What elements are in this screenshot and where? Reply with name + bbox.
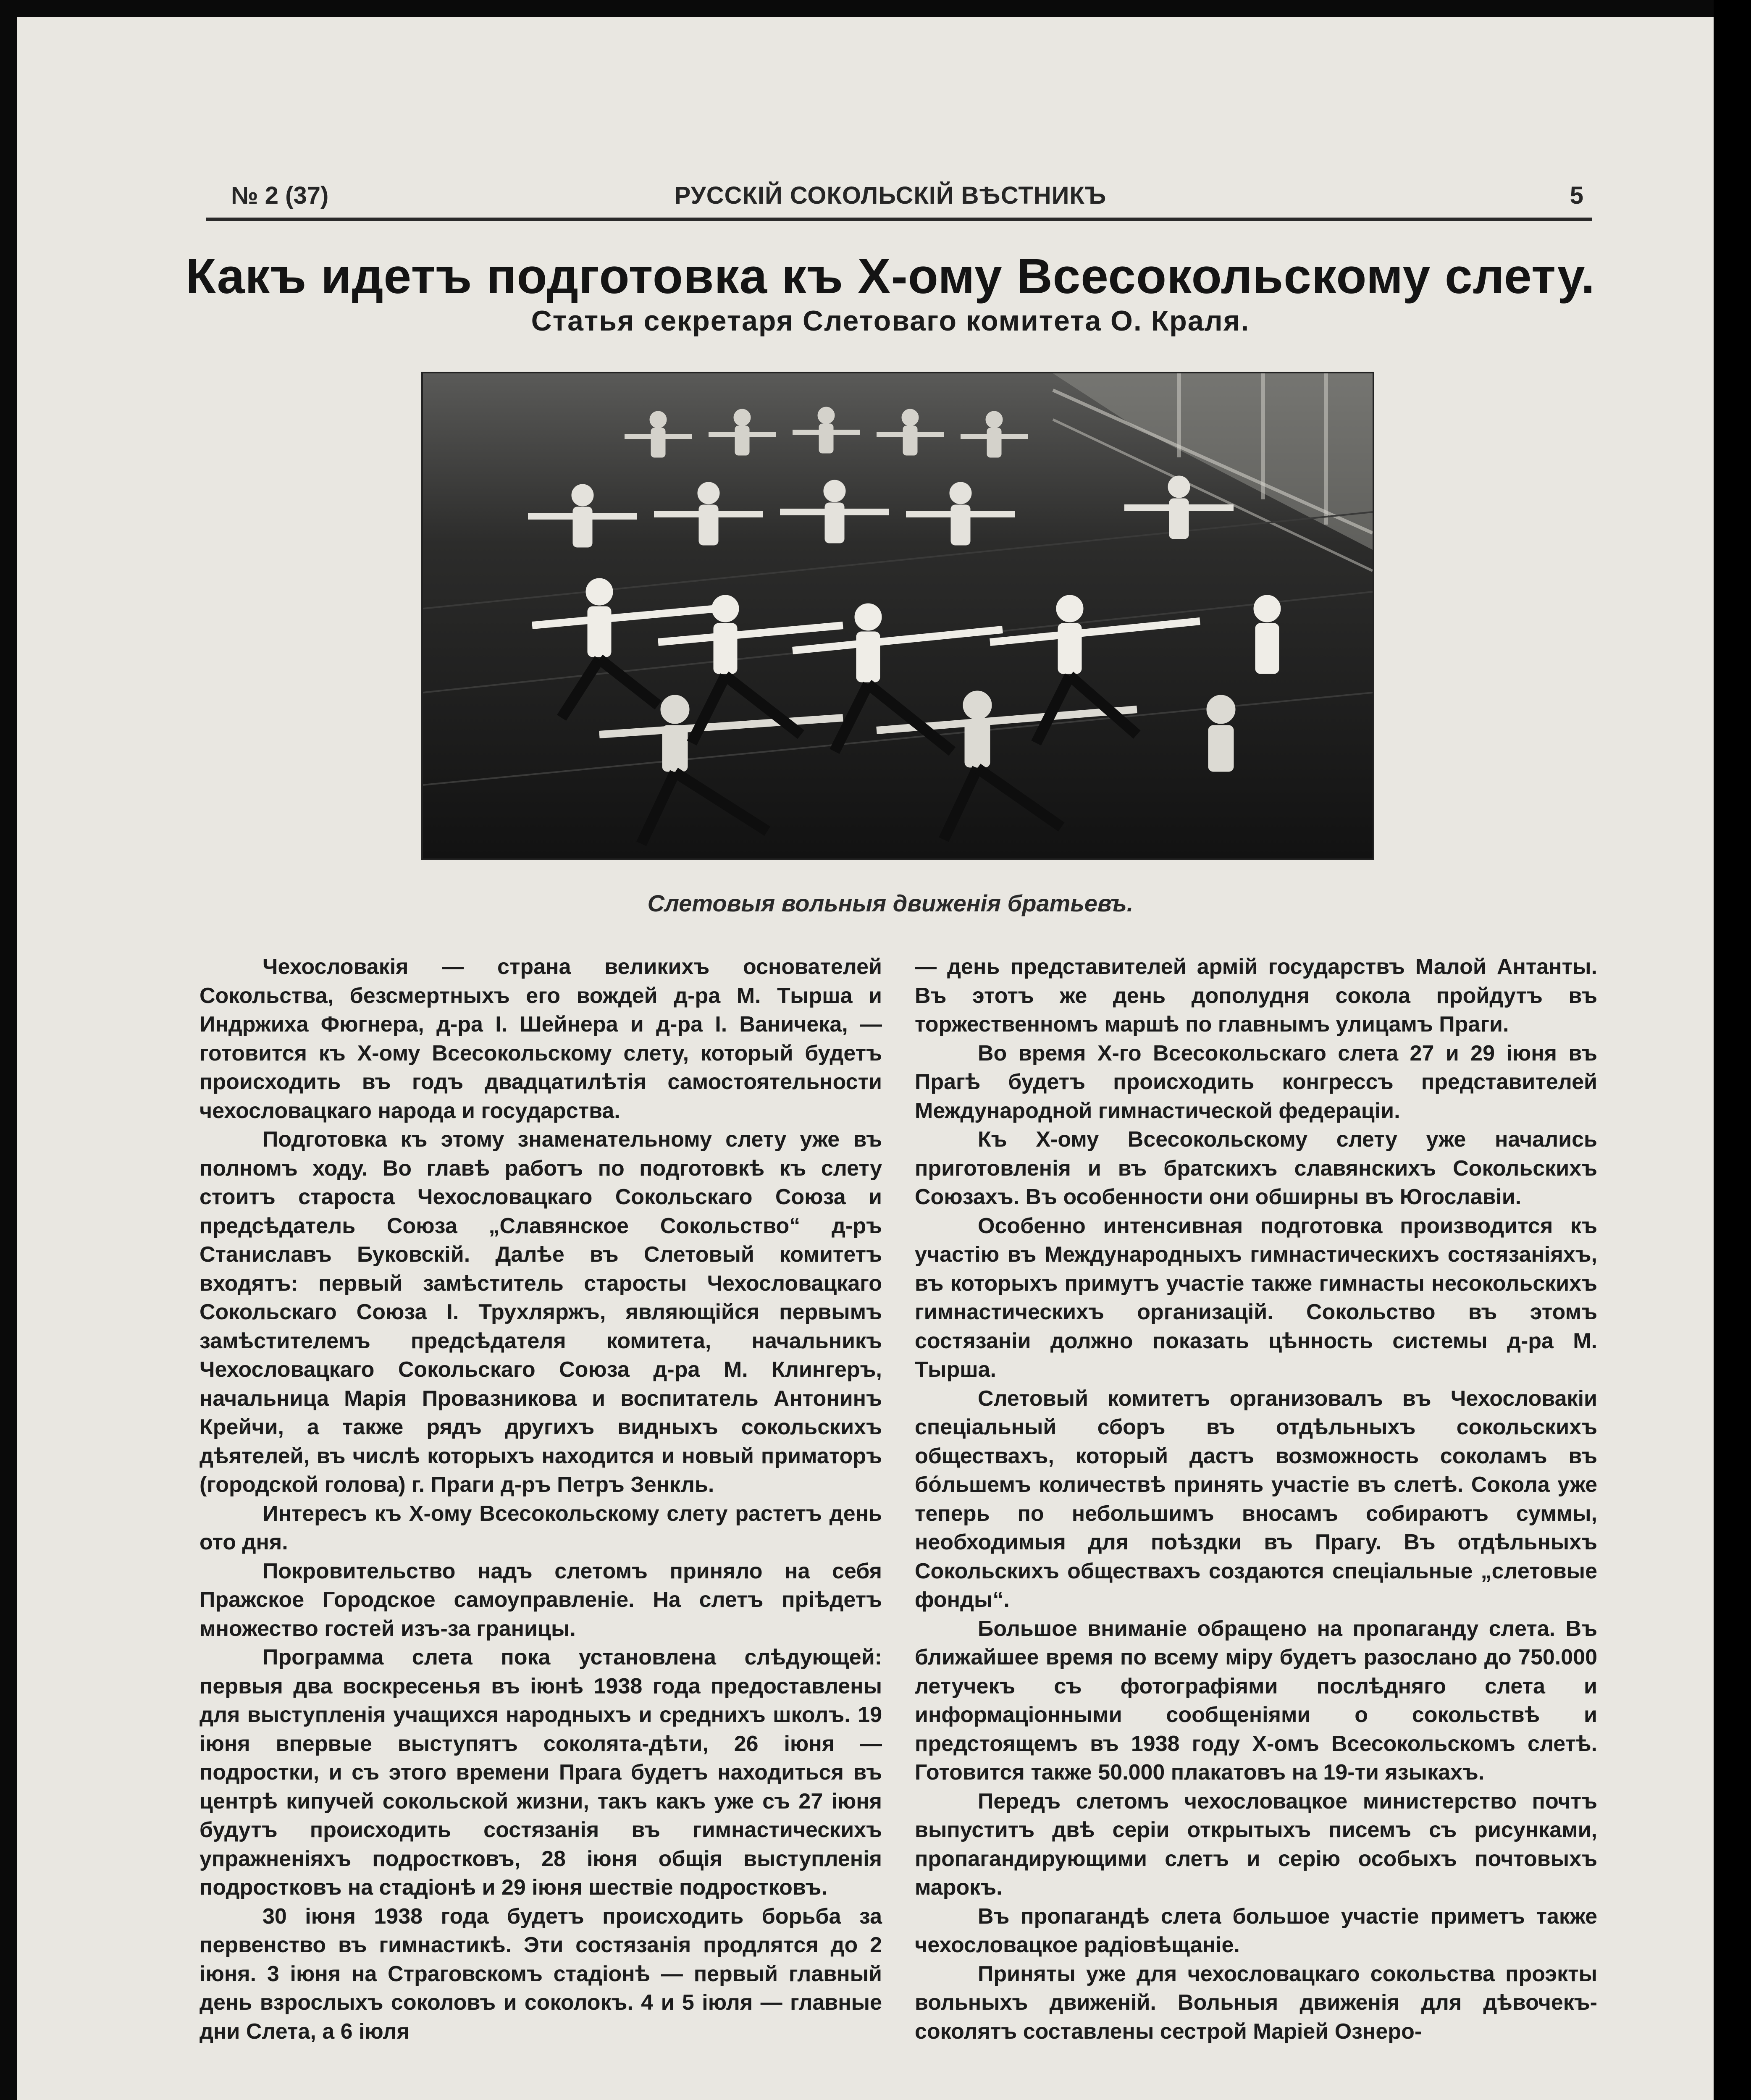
paragraph: 30 іюня 1938 года будетъ происходить борьба за первенство въ гимнастикѣ. Эти состязанія продлятся до 2 іюня. 3 іюня на Страговскомъ стадіонѣ — первый главный день взрослыхъ соколовъ и соколокъ. 4 и 5 іюля — главные дни Слета, а 6 іюля bbox=[200, 1904, 882, 2044]
journal-title: РУССКІЙ СОКОЛЬСКІЙ ВѢСТНИКЪ bbox=[674, 182, 1107, 209]
article-title: Какъ идетъ подготовка къ Х-ому Всесокольскому слету. bbox=[186, 249, 1595, 304]
paragraph: Во время Х-го Всесокольскаго слета 27 и 29 іюня въ Прагѣ будетъ происходить конгрессъ представителей Международной гимнастической федераціи. bbox=[915, 1041, 1597, 1123]
paragraph: Слетовый комитетъ организовалъ въ Чехословакіи спеціальный сборъ въ отдѣльныхъ сокольскихъ обществахъ, который дастъ возможность соколамъ въ бо́льшемъ количествѣ принять участіе въ слетѣ. Сокола уже теперь по небольшимъ вносамъ собираютъ суммы, необходимыя для поѣздки въ Прагу. Въ отдѣльныхъ Сокольскихъ обществахъ создаются спеціальные „слетовые фонды“. bbox=[915, 1386, 1597, 1612]
gymnasts-photo-image bbox=[423, 373, 1373, 858]
paragraph: Интересъ къ Х-ому Всесокольскому слету растетъ день ото дня. bbox=[200, 1501, 882, 1554]
article-column-left bbox=[200, 953, 882, 2046]
paragraph: Передъ слетомъ чехословацкое министерство почтъ выпуститъ двѣ серіи открытыхъ писемъ съ рисунками, пропагандирующими слетъ и серію особыхъ почтовыхъ марокъ. bbox=[915, 1789, 1597, 1900]
photo-caption: Слетовыя вольныя движенія братьевъ. bbox=[647, 890, 1134, 916]
header-rule bbox=[206, 218, 1592, 221]
paragraph: Подготовка къ этому знаменательному слету уже въ полномъ ходу. Во главѣ работъ по подготовкѣ къ слету стоитъ староста Чехословацкаго Сокольскаго Союза и предсѣдатель Союза „Славянское Сокольство“ д-ръ Станиславъ Буковскій. Далѣе въ Слетовый комитетъ входятъ: первый замѣститель старосты Чехословацкаго Сокольскаго Союза І. Трухляржъ, являющійся первымъ замѣстителемъ предсѣдателя комитета, начальникъ Чехословацкаго Сокольскаго Союза д-ра М. Клингеръ, начальница Марія Провазникова и воспитатель Антонинъ Крейчи, а также рядъ другихъ видныхъ сокольскихъ дѣятелей, въ числѣ которыхъ находится и новый приматоръ (городской голова) г. Праги д-ръ Петръ Зенкль. bbox=[200, 1127, 882, 1497]
paragraph: Покровительство надъ слетомъ приняло на себя Пражское Городское самоуправленіе. На слетъ пріѣдетъ множество гостей изъ-за границы. bbox=[200, 1559, 882, 1641]
page-number: 5 bbox=[1570, 182, 1583, 209]
running-head bbox=[197, 181, 1583, 215]
paragraph: Въ пропагандѣ слета большое участіе приметъ также чехословацкое радіовѣщаніе. bbox=[915, 1904, 1597, 1957]
paragraph: Особенно интенсивная подготовка производится къ участію въ Международныхъ гимнастическихъ состязаніяхъ, въ которыхъ примутъ участіе также гимнасты несокольскихъ гимнастическихъ организацій. Сокольство въ этомъ состязаніи должно показать цѣнность системы д-ра М. Тырша. bbox=[915, 1213, 1597, 1382]
paragraph: Чехословакія — страна великихъ основателей Сокольства, безсмертныхъ его вождей д-ра М. Тырша и Индржиха Фюгнера, д-ра І. Шейнера и д-ра І. Ваничека, — готовится къ Х-ому Всесокольскому слету, который будетъ происходить въ годъ двадцатилѣтія самостоятельности чехословацкаго народа и государства. bbox=[200, 955, 882, 1123]
paragraph: Программа слета пока установлена слѣдующей: первыя два воскресенья въ іюнѣ 1938 года предоставлены для выступленія учащихся народныхъ и среднихъ школъ. 19 іюня впервые выступятъ соколята-дѣти, 26 іюня — подростки, и съ этого времени Прага будетъ находиться въ центрѣ кипучей сокольской жизни, такъ какъ уже съ 27 іюня будутъ происходить состязанія въ гимнастическихъ упражненіяхъ подростковъ, 28 іюня общія выступленія подростковъ на стадіонѣ и 29 іюня шествіе подростковъ. bbox=[200, 1645, 882, 1900]
scan-border bbox=[1714, 0, 1751, 2100]
article-column-right bbox=[915, 953, 1597, 2046]
paragraph: — день представителей армій государствъ Малой Антанты. Въ этотъ же день дополудня сокола пройдутъ въ торжественномъ маршѣ по главнымъ улицамъ Праги. bbox=[915, 955, 1597, 1037]
paragraph: Приняты уже для чехословацкаго сокольства проэкты вольныхъ движеній. Вольныя движенія для дѣвочекъ-соколятъ составлены сестрой Маріей Ознеро- bbox=[915, 1961, 1597, 2044]
paragraph: Къ Х-ому Всесокольскому слету уже начались приготовленія и въ братскихъ славянскихъ Сокольскихъ Союзахъ. Въ особенности они обширны въ Югославіи. bbox=[915, 1127, 1597, 1209]
article-subtitle: Статья секретаря Слетоваго комитета О. Краля. bbox=[531, 305, 1250, 337]
gymnasts-photo bbox=[421, 372, 1374, 860]
paragraph: Большое вниманіе обращено на пропаганду слета. Въ ближайшее время по всему міру будетъ разослано до 750.000 летучекъ съ фотографіями послѣдняго слета и информаціонными сообщеніями о сокольствѣ и предстоящемъ въ 1938 году Х-омъ Всесокольскомъ слетѣ. Готовится также 50.000 плакатовъ на 19-ти языкахъ. bbox=[915, 1616, 1597, 1785]
issue-number: № 2 (37) bbox=[231, 182, 329, 209]
